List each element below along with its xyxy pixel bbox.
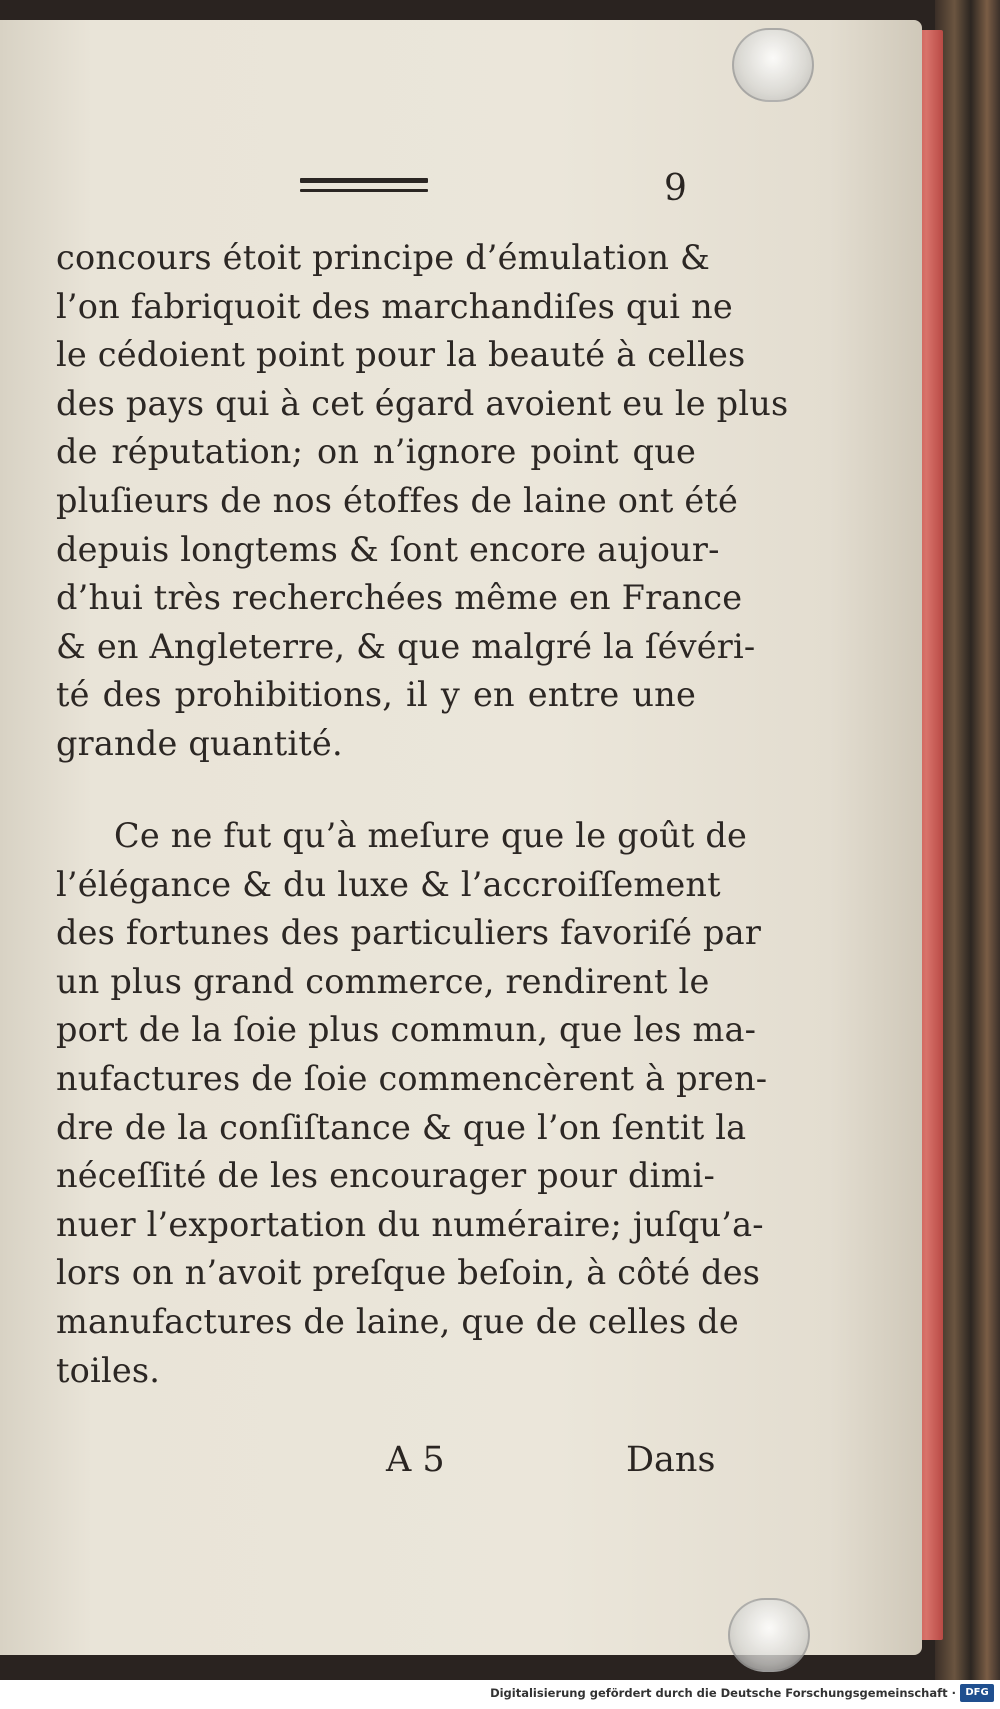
catchword: Dans bbox=[626, 1440, 716, 1480]
text-line: des fortunes des particuliers favoriſé par bbox=[56, 913, 762, 953]
text-line: & en Angleterre, & que malgré la ſévéri- bbox=[56, 626, 756, 666]
text-line: des pays qui à cet égard avoient eu le plus bbox=[56, 383, 789, 423]
text-line: grande quantité. bbox=[56, 723, 343, 763]
text-line: le cédoient point pour la beauté à celles bbox=[56, 335, 746, 375]
text-line: lors on n’avoit preſque beſoin, à côté des bbox=[56, 1253, 761, 1293]
dfg-logo-icon: DFG bbox=[960, 1684, 994, 1702]
signature-mark: A 5 bbox=[386, 1440, 445, 1480]
text-line: de réputation; on n’ignore point que bbox=[56, 432, 696, 472]
text-line: té des prohibitions, il y en entre une bbox=[56, 675, 696, 715]
text-line: toiles. bbox=[56, 1350, 161, 1390]
text-line: Ce ne fut qu’à meſure que le goût de bbox=[114, 816, 748, 855]
funding-credit: Digitalisierung gefördert durch die Deutsche Forschungsgemeinschaft · bbox=[490, 1686, 956, 1700]
text-line: d’hui très recherchées même en France bbox=[56, 578, 743, 618]
page-clip-top bbox=[732, 28, 814, 102]
text-line: manufactures de laine, que de celles de bbox=[56, 1301, 739, 1341]
text-line: dre de la conſiſtance & que l’on ſentit la bbox=[56, 1107, 747, 1147]
text-line: un plus grand commerce, rendirent le bbox=[56, 961, 710, 1001]
text-line: nufactures de ſoie commencèrent à pren- bbox=[56, 1058, 768, 1098]
text-line: l’élégance & du luxe & l’accroiſſement bbox=[56, 864, 721, 904]
text-line: l’on fabriquoit des marchandiſes qui ne bbox=[56, 286, 733, 326]
page-clip-bottom bbox=[728, 1598, 810, 1672]
text-line: néceſſité de les encourager pour dimi- bbox=[56, 1156, 715, 1196]
book-cover-edge bbox=[935, 0, 1000, 1680]
text-line: port de la ſoie plus commun, que les ma- bbox=[56, 1010, 757, 1050]
text-line: pluſieurs de nos étoffes de laine ont été bbox=[56, 480, 739, 520]
header-rule bbox=[300, 178, 428, 183]
text-line: nuer l’exportation du numéraire; juſqu’a- bbox=[56, 1204, 764, 1244]
paragraph-2 bbox=[56, 812, 768, 1395]
page-number: 9 bbox=[664, 168, 687, 209]
paragraph-1 bbox=[56, 234, 789, 769]
header-rule-thin bbox=[300, 189, 428, 192]
text-line: concours étoit principe d’émulation & bbox=[56, 238, 711, 277]
text-line: depuis longtems & ſont encore aujour- bbox=[56, 529, 720, 569]
